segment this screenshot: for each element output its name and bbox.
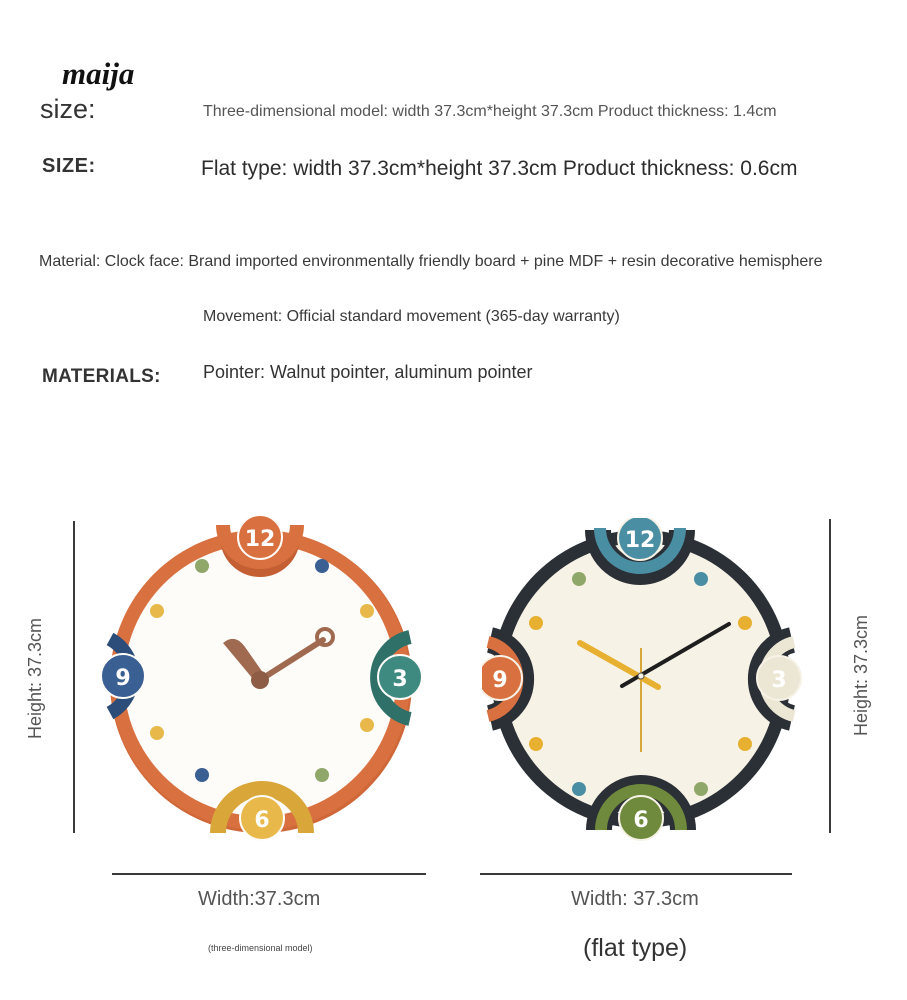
numeral-3: 3 bbox=[392, 667, 408, 692]
hour-dot bbox=[738, 737, 752, 751]
width-label-left: Width:37.3cm bbox=[198, 888, 321, 910]
size-label-lower: size: bbox=[40, 94, 96, 124]
spec-movement: Movement: Official standard movement (365-day warranty) bbox=[203, 308, 620, 325]
hour-dot bbox=[572, 782, 586, 796]
height-line-right bbox=[829, 519, 831, 833]
hour-dot bbox=[360, 604, 374, 618]
clock-flat bbox=[482, 518, 802, 848]
hour-dot bbox=[195, 559, 209, 573]
spec-material: Material: Clock face: Brand imported environmentally friendly board + pine MDF + resin decorative hemisphere bbox=[39, 253, 823, 270]
height-label-right: Height: 37.3cm bbox=[851, 614, 872, 737]
width-label-right: Width: 37.3cm bbox=[571, 888, 699, 910]
spec-pointer: Pointer: Walnut pointer, aluminum pointer bbox=[203, 362, 533, 382]
size-label-upper: SIZE: bbox=[42, 155, 96, 177]
height-label-left: Height: 37.3cm bbox=[25, 617, 46, 740]
spec-three-dimensional: Three-dimensional model: width 37.3cm*height 37.3cm Product thickness: 1.4cm bbox=[203, 103, 777, 120]
numeral-12: 12 bbox=[624, 528, 656, 553]
width-line-left bbox=[112, 873, 426, 875]
numeral-6: 6 bbox=[254, 808, 270, 833]
numeral-12: 12 bbox=[244, 527, 276, 552]
width-line-right bbox=[480, 873, 792, 875]
clock-three-dimensional bbox=[95, 515, 425, 845]
caption-flat: (flat type) bbox=[583, 934, 688, 962]
center-pin bbox=[638, 673, 644, 679]
hour-dot bbox=[738, 616, 752, 630]
hour-dot bbox=[694, 782, 708, 796]
hour-dot bbox=[529, 616, 543, 630]
hour-dot bbox=[315, 768, 329, 782]
materials-label: MATERIALS: bbox=[42, 366, 161, 387]
brand-logo: maija bbox=[62, 56, 135, 91]
numeral-3: 3 bbox=[771, 668, 787, 693]
hour-dot bbox=[195, 768, 209, 782]
height-line-left bbox=[73, 521, 75, 833]
spec-flat: Flat type: width 37.3cm*height 37.3cm Product thickness: 0.6cm bbox=[201, 157, 798, 180]
hour-dot bbox=[572, 572, 586, 586]
hour-dot bbox=[694, 572, 708, 586]
caption-three-dimensional: (three-dimensional model) bbox=[208, 943, 313, 953]
numeral-9: 9 bbox=[115, 666, 131, 691]
numeral-9: 9 bbox=[492, 668, 508, 693]
hour-dot bbox=[150, 726, 164, 740]
center-pin bbox=[251, 671, 269, 689]
numeral-6: 6 bbox=[633, 808, 649, 833]
hour-dot bbox=[150, 604, 164, 618]
hour-dot bbox=[315, 559, 329, 573]
hour-dot bbox=[360, 718, 374, 732]
hour-dot bbox=[529, 737, 543, 751]
